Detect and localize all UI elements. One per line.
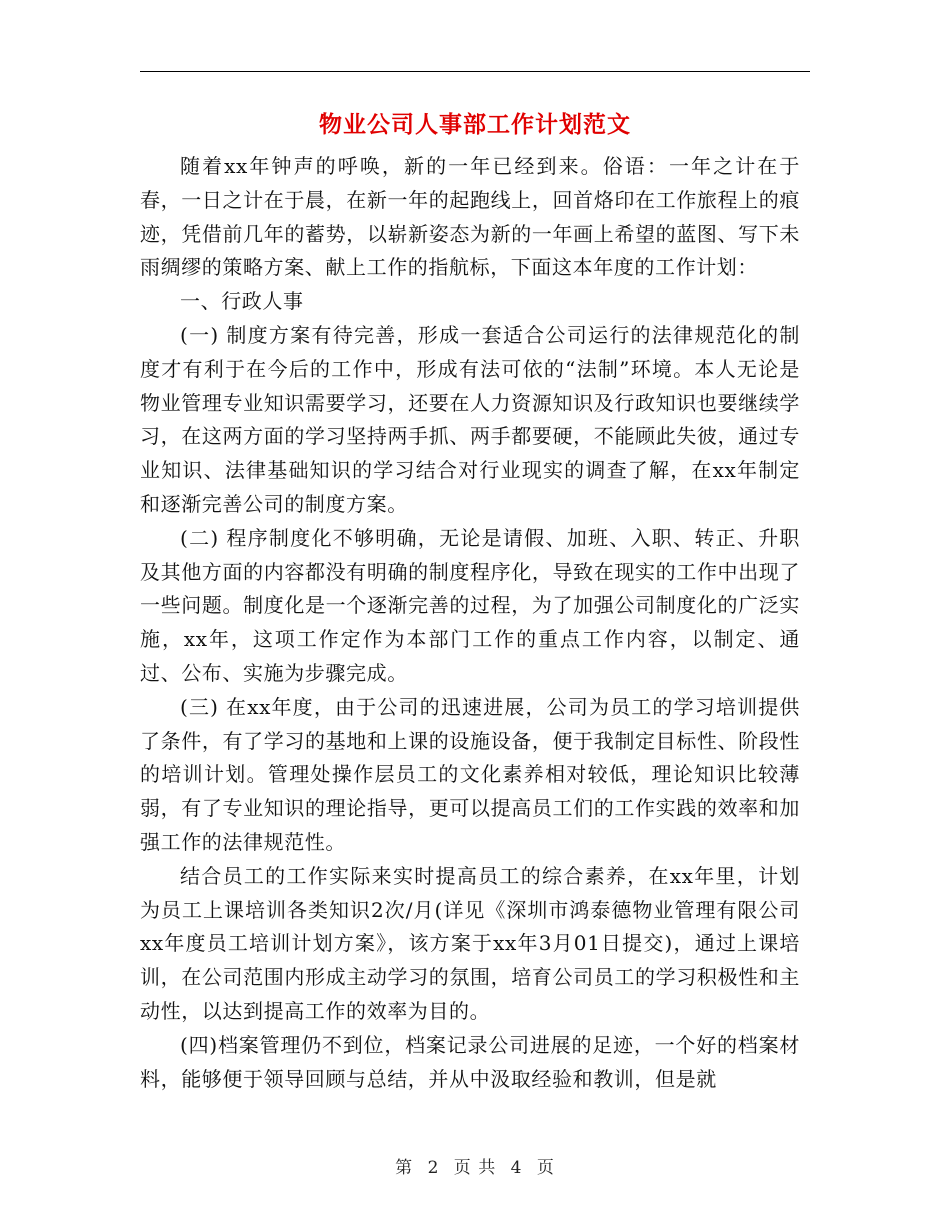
paragraph-item-1: (一) 制度方案有待完善，形成一套适合公司运行的法律规范化的制度才有利于在今后的工作中，形成有法可依的“法制”环境。本人无论是物业管理专业知识需要学习，还要在人力资源知识及行政知识也要继续学习，在这两方面的学习坚持两手抓、两手都要硬，不能顾此失彼，通过专业知识、法律基础知识的学习结合对行业现实的调查了解，在xx年制定和逐渐完善公司的制度方案。 — [140, 322, 800, 516]
footer-suffix: 页 — [536, 1158, 555, 1178]
paragraph-item-4: (四)档案管理仍不到位，档案记录公司进展的足迹，一个好的档案材料，能够便于领导回顾与总结，并从中汲取经验和教训，但是就 — [140, 1032, 800, 1091]
footer-prefix: 第 — [395, 1158, 414, 1178]
footer-total-pages: 4 — [510, 1158, 523, 1178]
paragraph-item-3: (三) 在xx年度，由于公司的迅速进展，公司为员工的学习培训提供了条件，有了学习的基地和上课的设施设备，便于我制定目标性、阶段性的培训计划。管理处操作层员工的文化素养相对较低，理论知识比较薄弱，有了专业知识的理论指导，更可以提高员工们的工作实践的效率和加强工作的法律规范性。 — [140, 694, 800, 854]
section-heading-admin-hr: 一、行政人事 — [180, 289, 304, 314]
footer-mid: 页 共 — [453, 1158, 497, 1178]
header-rule — [140, 71, 810, 72]
page-footer — [0, 1153, 950, 1178]
paragraph-item-2: (二) 程序制度化不够明确，无论是请假、加班、入职、转正、升职及其他方面的内容都没有明确的制度程序化，导致在现实的工作中出现了一些问题。制度化是一个逐渐完善的过程，为了加强公司制度化的广泛实施，xx年，这项工作定作为本部门工作的重点工作内容，以制定、通过、公布、实施为步骤完成。 — [140, 525, 800, 685]
document-body — [140, 150, 800, 1096]
document-title: 物业公司人事部工作计划范文 — [319, 111, 631, 138]
paragraph-training-plan: 结合员工的工作实际来实时提高员工的综合素养，在xx年里，计划为员工上课培训各类知识2次/月(详见《深圳市鸿泰德物业管理有限公司xx年度员工培训计划方案》，该方案于xx年3月01日提交)，通过上课培训，在公司范围内形成主动学习的氛围，培育公司员工的学习积极性和主动性，以达到提高工作的效率为目的。 — [140, 863, 800, 1023]
footer-current-page: 2 — [427, 1158, 440, 1178]
paragraph-intro: 随着xx年钟声的呼唤，新的一年已经到来。俗语：一年之计在于春，一日之计在于晨，在新一年的起跑线上，回首烙印在工作旅程上的痕迹，凭借前几年的蓄势，以崭新姿态为新的一年画上希望的蓝图、写下未雨绸缪的策略方案、献上工作的指航标，下面这本年度的工作计划： — [140, 154, 800, 280]
